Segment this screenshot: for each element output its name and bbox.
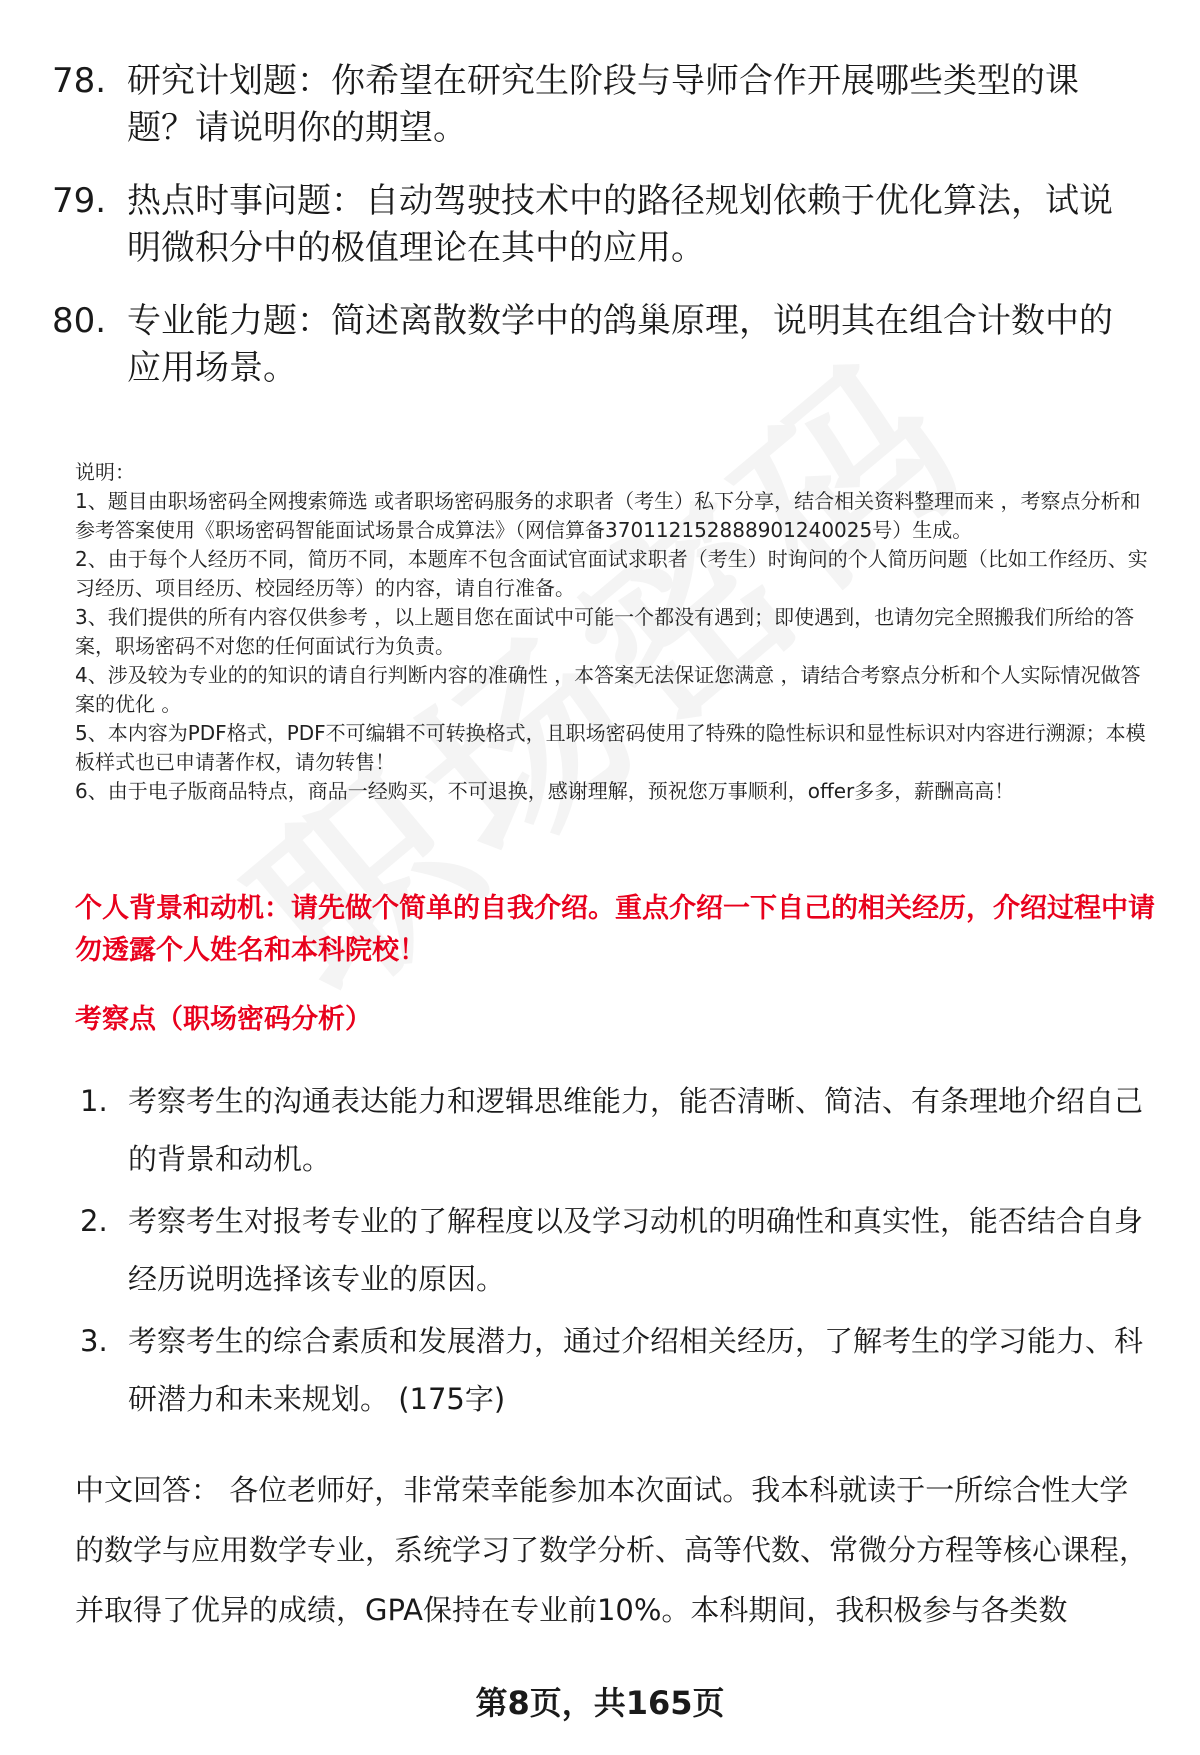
point-number: 3. (80, 1324, 108, 1358)
note-item: 5、本内容为PDF格式，PDF不可编辑不可转换格式，且职场密码使用了特殊的隐性标识和显性标识对内容进行溯源；本模板样式也已申请著作权，请勿转售！ (75, 721, 1146, 774)
assessment-points (80, 1072, 1150, 1432)
section-title: 个人背景和动机：请先做个简单的自我介绍。重点介绍一下自己的相关经历，介绍过程中请勿透露个人姓名和本科院校！ (75, 893, 1155, 966)
question-item (52, 178, 1142, 272)
list-item (80, 1072, 1150, 1188)
point-text: 考察考生对报考专业的了解程度以及学习动机的明确性和真实性，能否结合自身经历说明选择该专业的原因。 (128, 1204, 1144, 1296)
question-list (52, 58, 1142, 418)
section-subtitle: 考察点（职场密码分析） (75, 1004, 372, 1035)
answer-paragraph: 中文回答： 各位老师好，非常荣幸能参加本次面试。我本科就读于一所综合性大学的数学与应用数学专业，系统学习了数学分析、高等代数、常微分方程等核心课程，并取得了优异的成绩，GPA保持在专业前10%。本科期间，我积极参与各类数 (75, 1473, 1149, 1627)
question-number: 79. (52, 181, 107, 221)
page-footer: 第8页，共165页 (475, 1684, 725, 1722)
note-item: 2、由于每个人经历不同，简历不同，本题库不包含面试官面试求职者（考生）时询问的个人简历问题（比如工作经历、实习经历、项目经历、校园经历等）的内容，请自行准备。 (75, 547, 1148, 600)
note-item: 3、我们提供的所有内容仅供参考 ，以上题目您在面试中可能一个都没有遇到；即使遇到，也请勿完全照搬我们所给的答案，职场密码不对您的任何面试行为负责。 (75, 605, 1135, 658)
note-item: 1、题目由职场密码全网搜索筛选 或者职场密码服务的求职者（考生）私下分享，结合相关资料整理而来 ，考察点分析和参考答案使用《职场密码智能面试场景合成算法》（网信算备370112152888901240025号）生成。 (75, 489, 1141, 542)
list-item (80, 1312, 1150, 1428)
note-item: 6、由于电子版商品特点，商品一经购买，不可退换，感谢理解，预祝您万事顺利，offer多多，薪酬高高！ (75, 779, 1015, 803)
question-item (52, 298, 1142, 392)
point-text: 考察考生的综合素质和发展潜力，通过介绍相关经历，了解考生的学习能力、科研潜力和未来规划。 (175字) (128, 1324, 1144, 1416)
question-item (52, 58, 1142, 152)
question-number: 80. (52, 301, 107, 341)
note-item: 4、涉及较为专业的的知识的请自行判断内容的准确性 ，本答案无法保证您满意 ，请结合考察点分析和个人实际情况做答案的优化 。 (75, 663, 1141, 716)
point-number: 1. (80, 1084, 108, 1118)
notes-block (75, 458, 1155, 806)
question-number: 78. (52, 61, 107, 101)
question-text: 专业能力题：简述离散数学中的鸽巢原理，说明其在组合计数中的应用场景。 (127, 301, 1113, 388)
list-item (80, 1192, 1150, 1308)
notes-heading: 说明： (75, 460, 135, 484)
question-text: 热点时事问题：自动驾驶技术中的路径规划依赖于优化算法，试说明微积分中的极值理论在其中的应用。 (127, 181, 1113, 268)
point-number: 2. (80, 1204, 108, 1238)
point-text: 考察考生的沟通表达能力和逻辑思维能力，能否清晰、简洁、有条理地介绍自己的背景和动机。 (128, 1084, 1144, 1176)
question-text: 研究计划题：你希望在研究生阶段与导师合作开展哪些类型的课题？请说明你的期望。 (127, 61, 1079, 148)
